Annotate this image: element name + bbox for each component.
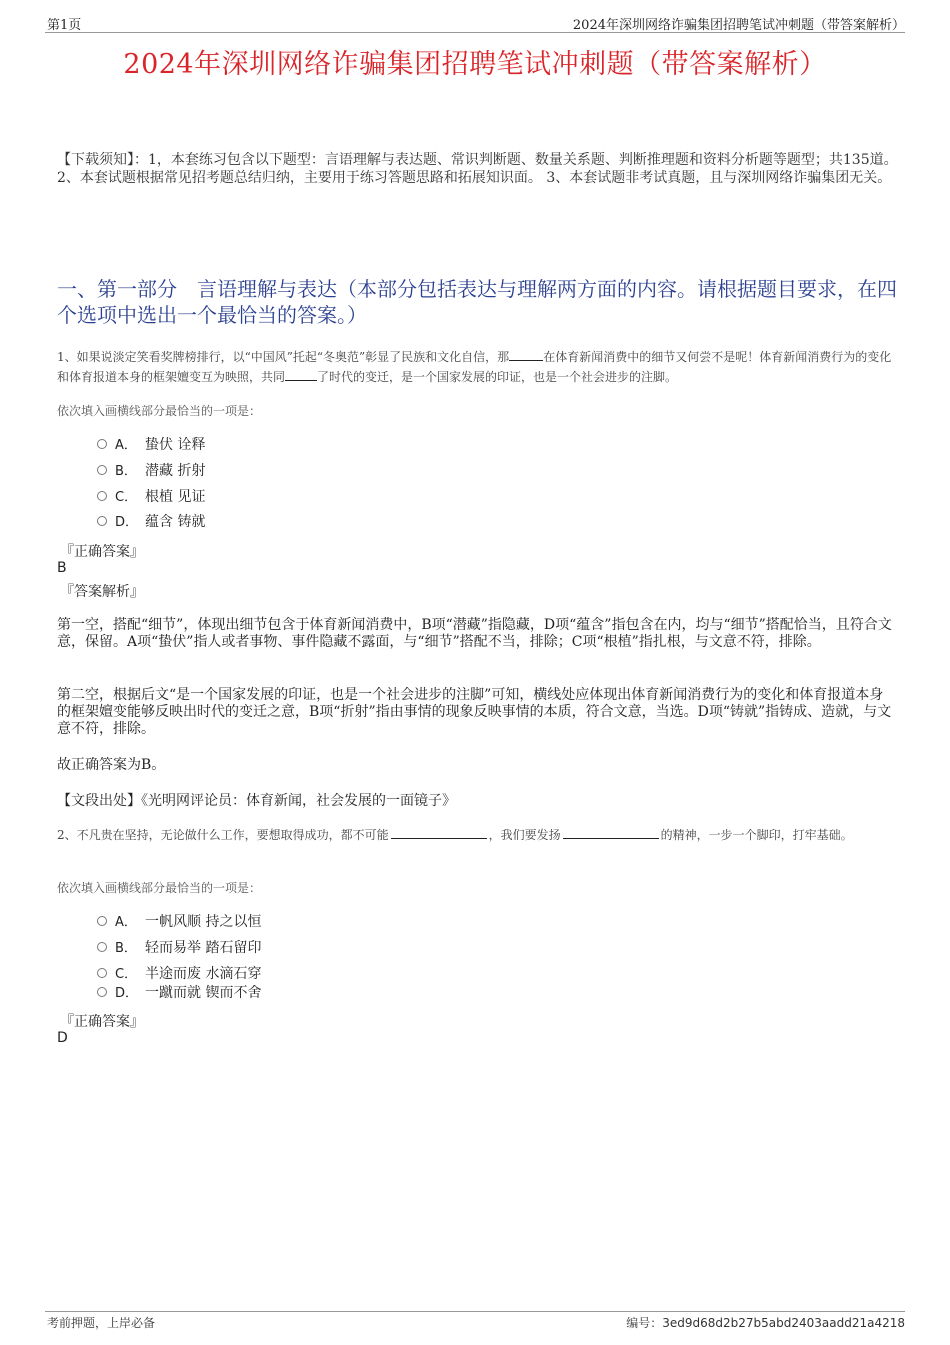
question-2-blank-2 (563, 825, 659, 839)
option-text: 蛰伏 诠释 (145, 437, 206, 453)
question-2-option-a[interactable] (97, 912, 261, 932)
radio-icon[interactable] (97, 987, 107, 997)
question-2-blank-1 (391, 825, 487, 839)
question-2-stem-part-a: 2、不凡贵在坚持，无论做什么工作，要想取得成功，都不可能 (57, 828, 389, 842)
header-divider (45, 32, 905, 33)
question-2-option-b[interactable] (97, 938, 261, 958)
question-1-stem-part-b: 在体育新闻消费中的细节又何尝不是呢！体育新闻消费行为的变化和体育报道本身的框架嬗变互为映照，共同 (57, 350, 892, 384)
download-notice: 【下载须知】：1，本套练习包含以下题型：言语理解与表达题、常识判断题、数量关系题、判断推理题和资料分析题等题型；共135道。 2、本套试题根据常见招考题总结归纳，主要用于练习答题思路和拓展知识面。 3、本套试题非考试真题，且与深圳网络诈骗集团无关。 (57, 152, 898, 186)
question-1-blank-2 (285, 367, 317, 381)
radio-icon[interactable] (97, 916, 107, 926)
page-number: 第1页 (47, 18, 82, 33)
question-1-prompt: 依次填入画横线部分最恰当的一项是： (57, 404, 262, 418)
option-letter: B． (115, 464, 137, 479)
option-text: 一蹴而就 锲而不舍 (145, 985, 262, 1001)
option-text: 根植 见证 (145, 489, 206, 505)
document-title: 2024年深圳网络诈骗集团招聘笔试冲刺题（带答案解析） (123, 49, 827, 80)
question-1-source: 【文段出处】《光明网评论员：体育新闻，社会发展的一面镜子》 (57, 793, 456, 809)
radio-icon[interactable] (97, 491, 107, 501)
option-text: 潜藏 折射 (145, 463, 206, 479)
question-1-option-b[interactable] (97, 461, 205, 481)
question-1-answer-label: 『正确答案』 (60, 544, 144, 560)
option-text: 一帆风顺 持之以恒 (145, 914, 262, 930)
question-2-answer-label: 『正确答案』 (60, 1014, 144, 1030)
question-2-prompt: 依次填入画横线部分最恰当的一项是： (57, 881, 262, 895)
footer-code (626, 1314, 905, 1331)
option-letter: A． (115, 915, 137, 930)
option-letter: D． (115, 515, 139, 530)
footer-code-label: 编号： (626, 1316, 663, 1330)
option-text: 蕴含 铸就 (145, 514, 206, 530)
question-1-blank-1 (509, 347, 543, 361)
question-1-analysis-label: 『答案解析』 (60, 584, 144, 600)
question-2-option-d[interactable] (97, 983, 261, 1003)
option-letter: B． (115, 941, 137, 956)
option-letter: A． (115, 438, 137, 453)
option-letter: D． (115, 986, 139, 1001)
option-text: 轻而易举 踏石留印 (145, 940, 262, 956)
question-1-analysis-paragraph-1: 第一空，搭配“细节”，体现出细节包含于体育新闻消费中，B项“潜藏”指隐藏，D项“蕴含”指包含在内，均与“细节”搭配恰当，且符合文意，保留。A项“蛰伏”指人或者事物、事件隐藏不露面，与“细节”搭配不当，排除；C项“根植”指扎根，与文意不符，排除。 (57, 617, 892, 650)
question-1-stem-part-c: 了时代的变迁，是一个国家发展的印证，也是一个社会进步的注脚。 (317, 370, 678, 384)
radio-icon[interactable] (97, 942, 107, 952)
radio-icon[interactable] (97, 439, 107, 449)
question-2-answer: D (57, 1030, 68, 1046)
radio-icon[interactable] (97, 465, 107, 475)
question-2-stem (57, 825, 902, 845)
question-1-stem (57, 347, 902, 387)
option-letter: C． (115, 967, 138, 982)
option-text: 半途而废 水滴石穿 (145, 966, 262, 982)
footer-slogan: 考前押题，上岸必备 (47, 1316, 156, 1330)
footer-code-value: 3ed9d68d2b27b5abd2403aadd21a4218 (662, 1316, 905, 1330)
question-1-stem-part-a: 1、如果说淡定笑看奖牌榜排行，以“中国风”托起“冬奥范”彰显了民族和文化自信，那 (57, 350, 510, 364)
question-2-stem-part-b: ，我们要发扬 (488, 828, 561, 842)
question-1-option-a[interactable] (97, 435, 205, 455)
question-1-answer: B (57, 560, 67, 576)
question-1-option-d[interactable] (97, 512, 205, 532)
radio-icon[interactable] (97, 968, 107, 978)
question-1-analysis-conclusion: 故正确答案为B。 (57, 757, 166, 773)
radio-icon[interactable] (97, 516, 107, 526)
question-2-option-c[interactable] (97, 964, 261, 984)
footer-divider (45, 1311, 905, 1312)
question-1-option-c[interactable] (97, 487, 205, 507)
question-1-analysis-paragraph-2: 第二空，根据后文“是一个国家发展的印证，也是一个社会进步的注脚”可知，横线处应体现出体育新闻消费行为的变化和体育报道本身的框架嬗变能够反映出时代的变迁之意，B项“折射”指由事情的现象反映事情的本质，符合文意，当选。D项“铸就”指铸成、造就，与文意不符，排除。 (57, 687, 892, 737)
option-letter: C． (115, 490, 138, 505)
section-title: 一、第一部分 言语理解与表达（本部分包括表达与理解两方面的内容。请根据题目要求，在四个选项中选出一个最恰当的答案。） (57, 277, 897, 327)
question-2-stem-part-c: 的精神，一步一个脚印，打牢基础。 (660, 828, 853, 842)
header-doc-title: 2024年深圳网络诈骗集团招聘笔试冲刺题（带答案解析） (572, 18, 905, 33)
